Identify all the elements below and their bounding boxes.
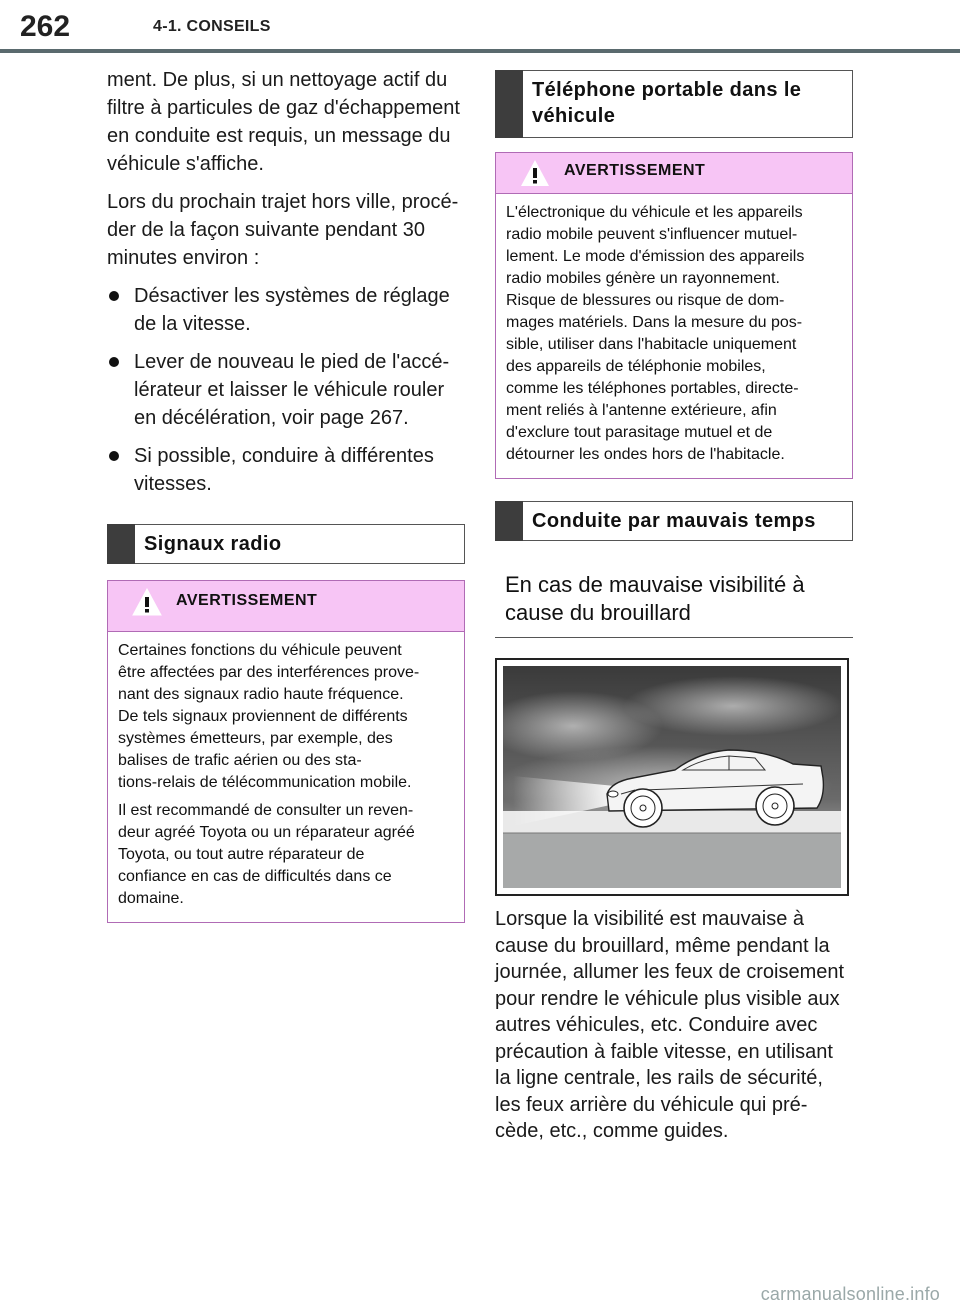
warning-label: AVERTISSEMENT <box>564 162 706 179</box>
left-column <box>107 66 465 923</box>
header-rule <box>0 49 960 53</box>
list-item: Lever de nouveau le pied de l'accé- lérateur et laisser le véhicule rouler en décélération, voir page 267. <box>107 348 465 432</box>
section-heading-phone <box>495 70 853 138</box>
warning-box-phone <box>495 152 853 479</box>
section-bar <box>495 70 523 138</box>
bullet-icon <box>109 357 119 367</box>
bullet-icon <box>109 291 119 301</box>
warning-body <box>496 194 852 478</box>
right-column <box>495 70 853 1155</box>
bullet-icon <box>109 451 119 461</box>
car-in-fog-image <box>503 666 841 888</box>
warning-label: AVERTISSEMENT <box>176 592 318 609</box>
list-item: Désactiver les systèmes de réglage de la vitesse. <box>107 282 465 338</box>
section-title: Conduite par mauvais temps <box>532 510 816 532</box>
section-title: Téléphone portable dans le véhicule <box>532 79 802 127</box>
section-heading-radio <box>107 524 465 564</box>
warning-header <box>108 581 464 632</box>
warning-paragraph: Certaines fonctions du véhicule peuvent être affectées par des interférences prove- nant des signaux radio haute fréquence. De tels signaux proviennent de différents systèmes émetteurs, par exemple, des balises de trafic aérien ou des sta- tions-relais de télécommunication mobile. <box>118 642 420 791</box>
section-bar <box>495 501 523 541</box>
section-heading-weather <box>495 501 853 541</box>
section-bar <box>107 524 135 564</box>
page-number: 262 <box>20 10 71 43</box>
watermark-link[interactable]: carmanualsonline.info <box>760 1284 940 1304</box>
procedure-paragraph: Lors du prochain trajet hors ville, procé- der de la façon suivante pendant 30 minutes environ : <box>107 191 459 269</box>
warning-box-radio <box>107 580 465 923</box>
warning-header <box>496 153 852 194</box>
intro-paragraph: ment. De plus, si un nettoyage actif du filtre à particules de gaz d'échappement en conduite est requis, un message du véhicule s'affiche. <box>107 69 460 175</box>
subsection-heading-fog: En cas de mauvaise visibilité à cause du brouillard <box>495 569 853 638</box>
warning-triangle-icon <box>520 159 550 187</box>
procedure-list <box>107 282 465 498</box>
chapter-title: 4-1. CONSEILS <box>153 18 271 35</box>
warning-paragraph: L'électronique du véhicule et les appareils radio mobile peuvent s'influencer mutuel- lement. Le mode d'émission des appareils radio mobiles génère un rayonnement. Risque de blessures ou risque de dom- mages matériels. Dans la mesure du pos- sible, utiliser dans l'habitacle uniquement des appareils de téléphonie mobiles, comme les téléphones portables, directe- ment reliés à l'antenne extérieure, afin d'exclure tout parasitage mutuel et de détourner les ondes hors de l'habitacle. <box>506 204 805 463</box>
section-title: Signaux radio <box>144 533 282 555</box>
warning-paragraph: Il est recommandé de consulter un reven- deur agréé Toyota ou un réparateur agréé Toyota, ou tout autre réparateur de confiance en cas de difficultés dans ce domaine. <box>118 802 415 907</box>
warning-body <box>108 632 464 922</box>
fog-illustration <box>495 658 849 896</box>
page-header <box>0 0 960 56</box>
list-item: Si possible, conduire à différentes vitesses. <box>107 442 465 498</box>
warning-triangle-icon <box>132 588 162 616</box>
fog-advice-paragraph: Lorsque la visibilité est mauvaise à cause du brouillard, même pendant la journée, allumer les feux de croisement pour rendre le véhicule plus visible aux autres véhicules, etc. Conduire avec précaution à faible vitesse, en utilisant la ligne centrale, les rails de sécurité, les feux arrière du véhicule qui pré- cède, etc., comme guides. <box>495 908 845 1142</box>
